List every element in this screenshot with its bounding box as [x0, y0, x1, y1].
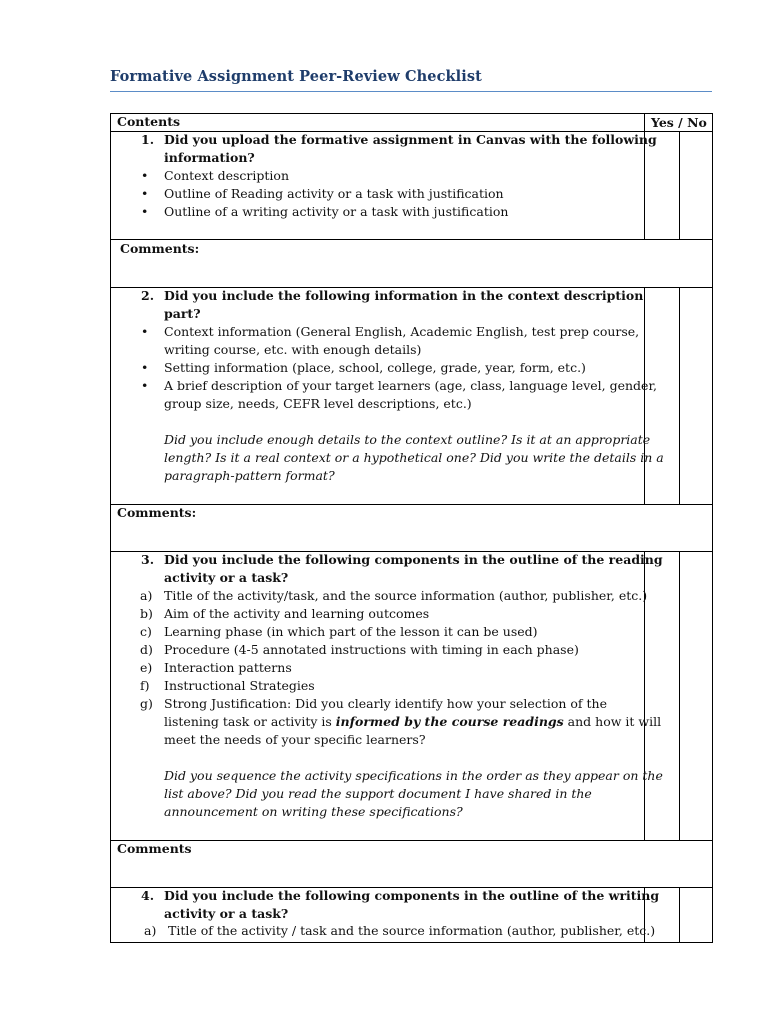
comments-1-field[interactable] [111, 240, 712, 287]
list-item: Title of the activity/task, and the source information (author, publisher, etc.) [164, 588, 648, 603]
comments-1-row [110, 240, 713, 288]
checklist-table [110, 113, 713, 943]
list-item: Aim of the activity and learning outcomes [164, 606, 430, 621]
question-2-bullet: Context information (General English, Academic English, test prep course, [164, 324, 640, 339]
question-3-note: announcement on writing these specifications? [164, 804, 463, 819]
question-4-line-2: activity or a task? [164, 906, 289, 921]
question-2-bullet: A brief description of your target learners (age, class, language level, gender, [164, 378, 658, 393]
justification-pre: listening task or activity is [164, 714, 336, 729]
list-marker: f) [140, 678, 150, 693]
justification-line-2 [164, 713, 661, 731]
question-2-line-1: Did you include the following information in the context description [164, 288, 644, 303]
justification-line-1: Strong Justification: Did you clearly identify how your selection of the [164, 696, 607, 711]
page-title: Formative Assignment Peer-Review Checklist [110, 68, 482, 85]
list-marker: d) [140, 642, 153, 657]
question-2-bullet: Setting information (place, school, college, grade, year, form, etc.) [164, 360, 586, 375]
question-3-line-2: activity or a task? [164, 570, 289, 585]
header-row [110, 113, 713, 132]
question-2-note: length? Is it a real context or a hypothetical one? Did you write the details in a [164, 450, 664, 465]
question-4-line-1: Did you include the following components in the outline of the writing [164, 888, 660, 903]
yes-no-header: Yes / No [644, 114, 712, 131]
question-4-no-box[interactable] [679, 888, 712, 942]
list-item: Instructional Strategies [164, 678, 315, 693]
question-4-cell [111, 888, 660, 942]
comments-2-field[interactable] [111, 505, 712, 551]
comments-2-row [110, 505, 713, 552]
list-item: Interaction patterns [164, 660, 292, 675]
question-2-number: 2. [141, 288, 155, 303]
question-3-yes-box[interactable] [644, 552, 679, 840]
question-2-note: Did you include enough details to the context outline? Is it at an appropriate [164, 432, 651, 447]
list-item: Learning phase (in which part of the lesson it can be used) [164, 624, 538, 639]
bullet-icon: • [141, 324, 149, 339]
bullet-icon: • [141, 204, 149, 219]
list-marker: a) [144, 923, 157, 938]
justification-line-3: meet the needs of your specific learners? [164, 732, 426, 747]
question-2-no-box[interactable] [679, 288, 712, 504]
contents-header: Contents [117, 114, 181, 129]
question-1-line-1: Did you upload the formative assignment in Canvas with the following [164, 132, 657, 147]
list-marker: e) [140, 660, 153, 675]
contents-header-cell [111, 114, 644, 131]
question-1-row [110, 132, 713, 240]
comments-2-label: Comments: [117, 505, 197, 520]
question-4-row [110, 888, 713, 943]
question-3-note: list above? Did you read the support document I have shared in the [164, 786, 592, 801]
comments-1-label: Comments: [120, 241, 200, 256]
question-2-note: paragraph-pattern format? [164, 468, 335, 483]
title-rule [110, 91, 712, 92]
question-3-no-box[interactable] [679, 552, 712, 840]
question-1-bullet: Outline of Reading activity or a task with justification [164, 186, 504, 201]
comments-3-label: Comments [117, 841, 192, 856]
comments-3-row [110, 841, 713, 888]
bullet-icon: • [141, 186, 149, 201]
justification-post: and how it will [563, 714, 662, 729]
question-1-number: 1. [141, 132, 155, 147]
question-2-line-2: part? [164, 306, 201, 321]
comments-3-field[interactable] [111, 841, 712, 887]
question-2-row [110, 288, 713, 505]
question-1-bullet: Outline of a writing activity or a task with justification [164, 204, 509, 219]
question-2-cell [111, 288, 664, 504]
list-marker: c) [140, 624, 152, 639]
course-readings-emphasis: informed by the course readings [335, 714, 564, 729]
question-4-number: 4. [141, 888, 155, 903]
list-marker: a) [140, 588, 153, 603]
list-marker: g) [140, 696, 153, 711]
question-3-number: 3. [141, 552, 155, 567]
question-3-note: Did you sequence the activity specifications in the order as they appear on the [164, 768, 663, 783]
list-item: Title of the activity / task and the source information (author, publisher, etc.) [168, 923, 656, 938]
question-1-bullet: Context description [164, 168, 289, 183]
bullet-icon: • [141, 168, 149, 183]
question-3-row [110, 552, 713, 841]
question-1-line-2: information? [164, 150, 255, 165]
question-2-bullet-cont: writing course, etc. with enough details) [164, 342, 422, 357]
question-2-yes-box[interactable] [644, 288, 679, 504]
list-marker: b) [140, 606, 153, 621]
question-3-line-1: Did you include the following components in the outline of the reading [164, 552, 663, 567]
question-1-no-box[interactable] [679, 132, 712, 239]
list-item: Procedure (4-5 annotated instructions with timing in each phase) [164, 642, 579, 657]
question-3-cell [111, 552, 663, 840]
bullet-icon: • [141, 378, 149, 393]
question-1-cell [111, 132, 657, 239]
bullet-icon: • [141, 360, 149, 375]
question-2-bullet-cont: group size, needs, CEFR level descriptions, etc.) [164, 396, 472, 411]
